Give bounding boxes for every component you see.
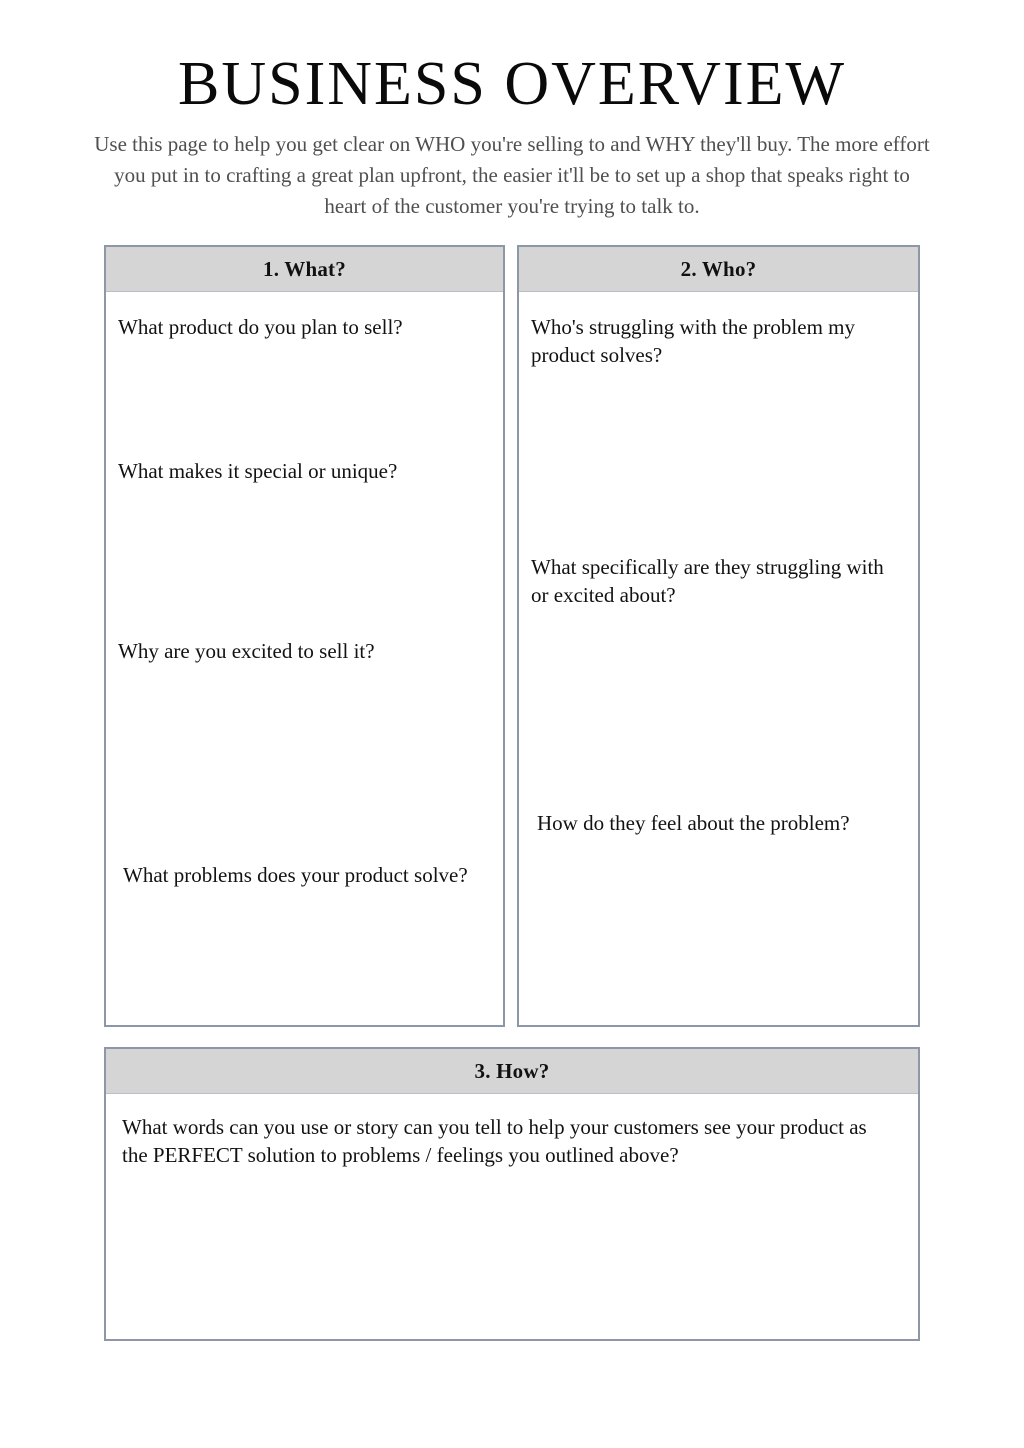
section-what: [104, 245, 505, 1027]
prompt-who-specifics: What specifically are they struggling with or excited about?: [531, 555, 884, 607]
section-who-body[interactable]: [519, 292, 918, 1025]
section-how-body[interactable]: [106, 1094, 918, 1339]
prompt-what-excited: Why are you excited to sell it?: [118, 639, 375, 663]
section-how-header: 3. How?: [106, 1049, 918, 1094]
page-title: BUSINESS OVERVIEW: [178, 50, 846, 118]
section-what-body[interactable]: [106, 292, 503, 1025]
prompt-what-product: What product do you plan to sell?: [118, 315, 403, 339]
prompt-who-struggling: Who's struggling with the problem my product solves?: [531, 315, 856, 367]
prompt-what-special: What makes it special or unique?: [118, 459, 398, 483]
page-subtitle: Use this page to help you get clear on WHO you're selling to and WHY they'll buy. The more effort you put in to crafting a great plan upfront, the easier it'll be to set up a shop that speaks right to heart of the customer you're trying to talk to.: [94, 132, 930, 219]
section-what-header: 1. What?: [106, 247, 503, 292]
prompt-what-problems: What problems does your product solve?: [123, 863, 468, 887]
section-who-header: 2. Who?: [519, 247, 918, 292]
page-header: [0, 0, 1024, 222]
prompt-who-feelings: How do they feel about the problem?: [537, 811, 850, 835]
section-who: [517, 245, 920, 1027]
prompt-how-words: What words can you use or story can you tell to help your customers see your product as the PERFECT solution to problems / feelings you outlined above?: [122, 1115, 867, 1167]
section-how: [104, 1047, 920, 1341]
